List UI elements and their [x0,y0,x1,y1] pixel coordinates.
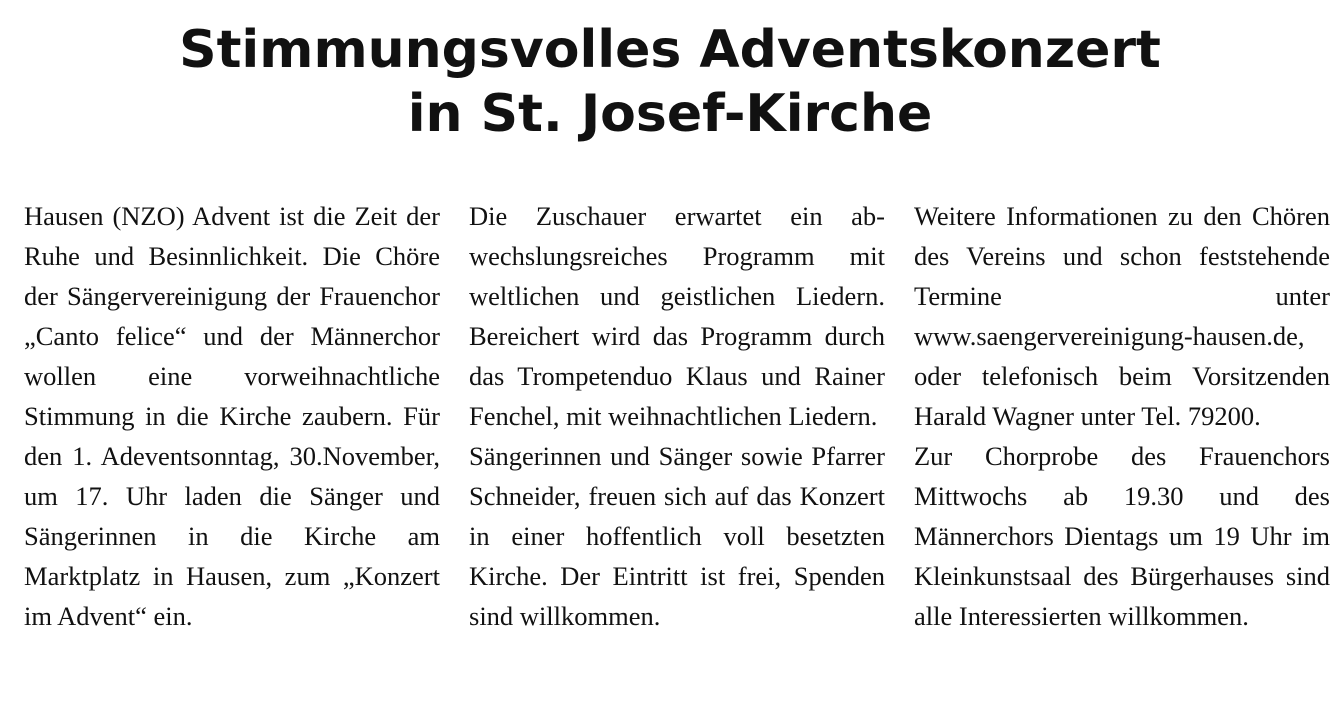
paragraph: Hausen (NZO) Advent ist die Zeit der Ruhe und Besinnlichkeit. Die Chöre der Sängervereinigung der Frauenchor „Canto felice“ und der Männerchor wollen eine vorweihnachtliche Stimmung in die Kirche zaubern. Für den 1. Adeventsonntag, 30.November, um 17. Uhr laden die Sänger und Sängerinnen in die Kirche am Marktplatz in Hausen, zum „Konzert im Advent“ ein. [24,201,440,631]
paragraph: Sängerinnen und Sänger sowie Pfarrer Schneider, freuen sich auf das Konzert in einer hoffentlich voll besetzten Kirche. Der Eintritt ist frei, Spenden sind willkommen. [469,441,885,631]
paragraph: Zur Chorprobe des Frauenchors Mittwochs ab 19.30 und des Männerchors Dientags um 19 Uhr im Kleinkunstsaal des Bürgerhauses sind alle Interessierten willkommen. [914,441,1330,631]
paragraph: Die Zuschauer erwartet ein abwechslungsreiches Programm mit weltlichen und geistlichen Liedern. Bereichert wird das Programm durch das Trompetenduo Klaus und Rainer Fenchel, mit weihnachtlichen Liedern. [469,201,885,431]
paragraph: Weitere Informationen zu den Chören des Vereins und schon feststehende Termine unter www.saengervereinigung-hausen.de, oder telefonisch beim Vorsitzenden Harald Wagner unter Tel. 79200. [914,201,1330,431]
text-column-2 [469,196,885,636]
headline-line-1: Stimmungsvolles Adventskonzert [179,20,1161,80]
article-headline [0,18,1340,146]
article-body [24,196,1330,636]
text-column-3 [914,196,1330,636]
headline-line-2: in St. Josef-Kirche [407,84,933,144]
text-column-1 [24,196,440,636]
